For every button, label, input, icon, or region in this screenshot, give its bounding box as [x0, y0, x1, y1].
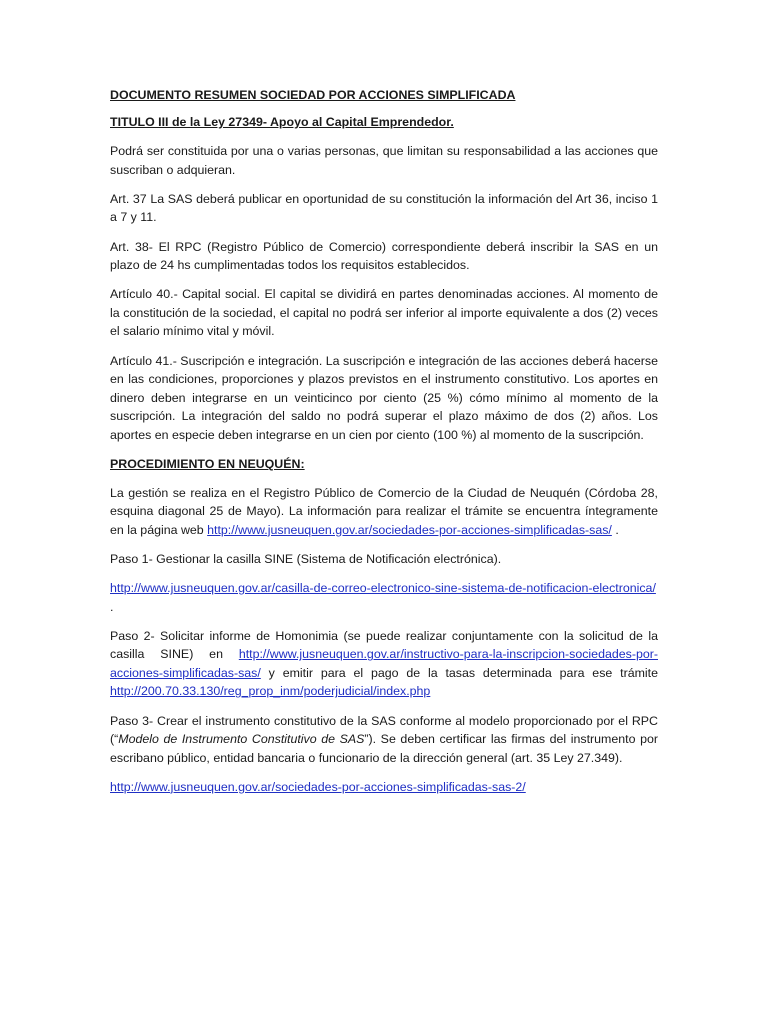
paso-2-text: Paso 2- Solicitar informe de Homonimia (se puede realizar conjuntamente con la solicitud de la casilla SINE) en: [110, 628, 658, 662]
paragraph-paso-1-link: [110, 579, 658, 616]
gestion-end: .: [611, 522, 619, 537]
paragraph-final-link: [110, 778, 658, 797]
document-body: [110, 86, 658, 807]
link-sine[interactable]: http://www.jusneuquen.gov.ar/casilla-de-correo-electronico-sine-sistema-de-notificacion-electronica/: [110, 580, 656, 595]
paragraph-art-38: Art. 38- El RPC (Registro Público de Comercio) correspondiente deberá inscribir la SAS en un plazo de 24 hs cumplimentadas todos los requisitos establecidos.: [110, 239, 658, 273]
paragraph-constitution: Podrá ser constituida por una o varias personas, que limitan su responsabilidad a las acciones que suscriban o adquieran.: [110, 144, 658, 177]
link-reg-prop[interactable]: http://200.70.33.130/reg_prop_inm/poderjudicial/index.php: [110, 684, 431, 699]
paragraph-paso-1: Paso 1- Gestionar la casilla SINE (Sistema de Notificación electrónica).: [110, 551, 502, 566]
paragraph-gestion: [110, 484, 658, 540]
paragraph-paso-2: [110, 627, 658, 701]
paso-1-end: .: [110, 599, 114, 614]
document-title: DOCUMENTO RESUMEN SOCIEDAD POR ACCIONES SIMPLIFICADA: [110, 88, 516, 102]
link-sas-2[interactable]: http://www.jusneuquen.gov.ar/sociedades-por-acciones-simplificadas-sas-2/: [110, 779, 526, 794]
link-sas-info[interactable]: http://www.jusneuquen.gov.ar/sociedades-por-acciones-simplificadas-sas/: [207, 522, 612, 537]
paragraph-paso-3: [110, 712, 658, 768]
paso-3-model-name: Modelo de Instrumento Constitutivo de SAS: [118, 732, 365, 747]
document-subtitle: TITULO III de la Ley 27349- Apoyo al Capital Emprendedor.: [110, 114, 454, 129]
paso-3-end: ”). Se deben certificar las firmas del instrumento por escribano público, entidad bancaria o funcionario de la dirección general (art. 35 Ley 27.349).: [110, 732, 658, 765]
paragraph-art-40: Artículo 40.- Capital social. El capital se dividirá en partes denominadas acciones. Al momento de la constitución de la sociedad, el capital no podrá ser inferior al importe equivalente a dos (2) veces el salario mínimo vital y móvil.: [110, 287, 658, 339]
paragraph-art-41: Artículo 41.- Suscripción e integración. La suscripción e integración de las acciones deberá hacerse en las condiciones, proporciones y plazos previstos en el instrumento constitutivo. Los aportes en dinero deben integrarse en un veinticinco por ciento (25 %) cómo mínimo al momento de la suscripción. La integración del saldo no podrá superar el plazo máximo de dos (2) años. Los aportes en especie deben integrarse en un cien por ciento (100 %) al momento de la suscripción.: [110, 353, 658, 442]
paragraph-art-37: Art. 37 La SAS deberá publicar en oportunidad de su constitución la información del Art 36, inciso 1 a 7 y 11.: [110, 191, 658, 225]
link-instructivo[interactable]: http://www.jusneuquen.gov.ar/instructivo-para-la-inscripcion-sociedades-por-acciones-simplificadas-sas/: [110, 647, 658, 680]
gestion-text: La gestión se realiza en el Registro Público de Comercio de la Ciudad de Neuquén (Córdoba 28, esquina diagonal 25 de Mayo). La información para realizar el trámite se encuentra íntegramente en la página web: [110, 485, 658, 537]
paso-3-text: Paso 3- Crear el instrumento constitutivo de la SAS conforme al modelo proporcionado por el RPC (“: [110, 713, 658, 747]
paso-2-mid: y emitir para el pago de la tasas determinada para ese trámite: [260, 665, 658, 680]
section-title-neuquen: PROCEDIMIENTO EN NEUQUÉN:: [110, 457, 305, 471]
